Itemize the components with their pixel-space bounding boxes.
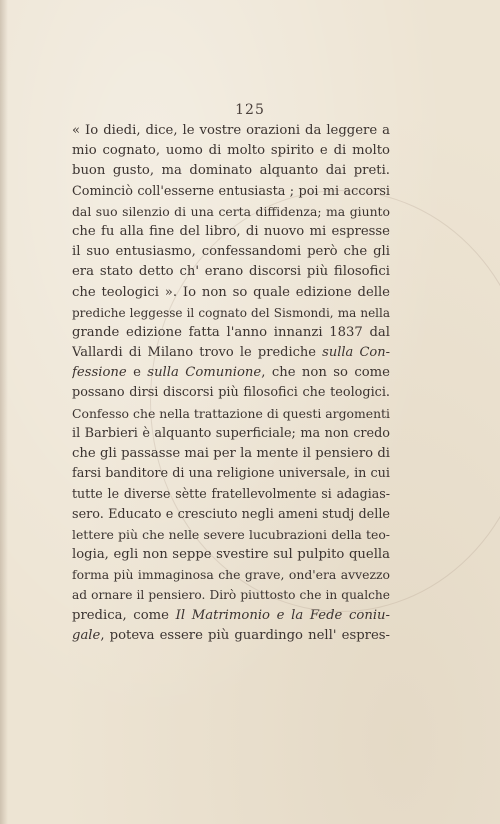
text-line: il Barbieri è alquanto superficiale; ma non credo xyxy=(72,425,390,441)
italic-title: gale xyxy=(72,627,101,643)
page-number: 125 xyxy=(235,102,265,118)
italic-title: sulla Comunione xyxy=(147,365,262,381)
text-line: fessione e sulla Comunione, che non so come xyxy=(72,365,390,381)
text-line: sero. Educato e cresciuto negli ameni studj delle xyxy=(72,506,390,522)
italic-title: Il Matrimonio e la Fede coniu- xyxy=(175,607,390,623)
text-line: gale, poteva essere più guardingo nell' espres- xyxy=(72,627,390,643)
text-line: che gli passasse mai per la mente il pensiero di xyxy=(72,446,390,461)
text-line: buon gusto, ma dominato alquanto dai preti. xyxy=(72,163,390,179)
text-line: il suo entusiasmo, confessandomi però che gli xyxy=(72,244,390,260)
text-line: logia, egli non seppe svestire sul pulpito quella xyxy=(72,546,390,562)
text-line: farsi banditore di una religione universale, in cui xyxy=(72,466,390,482)
text-line: tutte le diverse sètte fratellevolmente si adagias- xyxy=(72,486,390,502)
text-line: Vallardi di Milano trovo le prediche sulla Con- xyxy=(72,345,390,361)
text-line: possano dirsi discorsi più filosofici che teologici. xyxy=(72,385,390,401)
italic-title: fessione xyxy=(72,365,127,381)
text-line: mio cognato, uomo di molto spirito e di molto xyxy=(72,143,390,159)
text-line: ad ornare il pensiero. Dirò piuttosto che in qualche xyxy=(72,588,390,603)
text-line: grande edizione fatta l'anno innanzi 1837 dal xyxy=(72,324,390,340)
text-line: dal suo silenzio di una certa diffidenza; ma giunto xyxy=(72,203,390,219)
text-line: predica, come Il Matrimonio e la Fede coniu- xyxy=(72,607,390,623)
body-text xyxy=(72,121,390,646)
text-line: che teologici ». Io non so quale edizione delle xyxy=(72,284,390,300)
text-line: lettere più che nelle severe lucubrazioni della teo- xyxy=(72,526,390,542)
page-edge-shadow xyxy=(0,0,8,824)
text-line: prediche leggesse il cognato del Sismondi, ma nella xyxy=(72,305,390,320)
text-line: Cominciò coll'esserne entusiasta ; poi mi accorsi xyxy=(72,183,390,199)
text-line: « Io diedi, dice, le vostre orazioni da leggere a xyxy=(72,123,390,138)
text-line: che fu alla fine del libro, di nuovo mi espresse xyxy=(72,223,390,239)
italic-title: sulla Con- xyxy=(322,345,390,361)
text-line: Confesso che nella trattazione di questi argomenti xyxy=(72,405,390,421)
text-line: forma più immaginosa che grave, ond'era avvezzo xyxy=(72,567,390,583)
text-line: era stato detto ch' erano discorsi più filosofici xyxy=(72,264,390,280)
